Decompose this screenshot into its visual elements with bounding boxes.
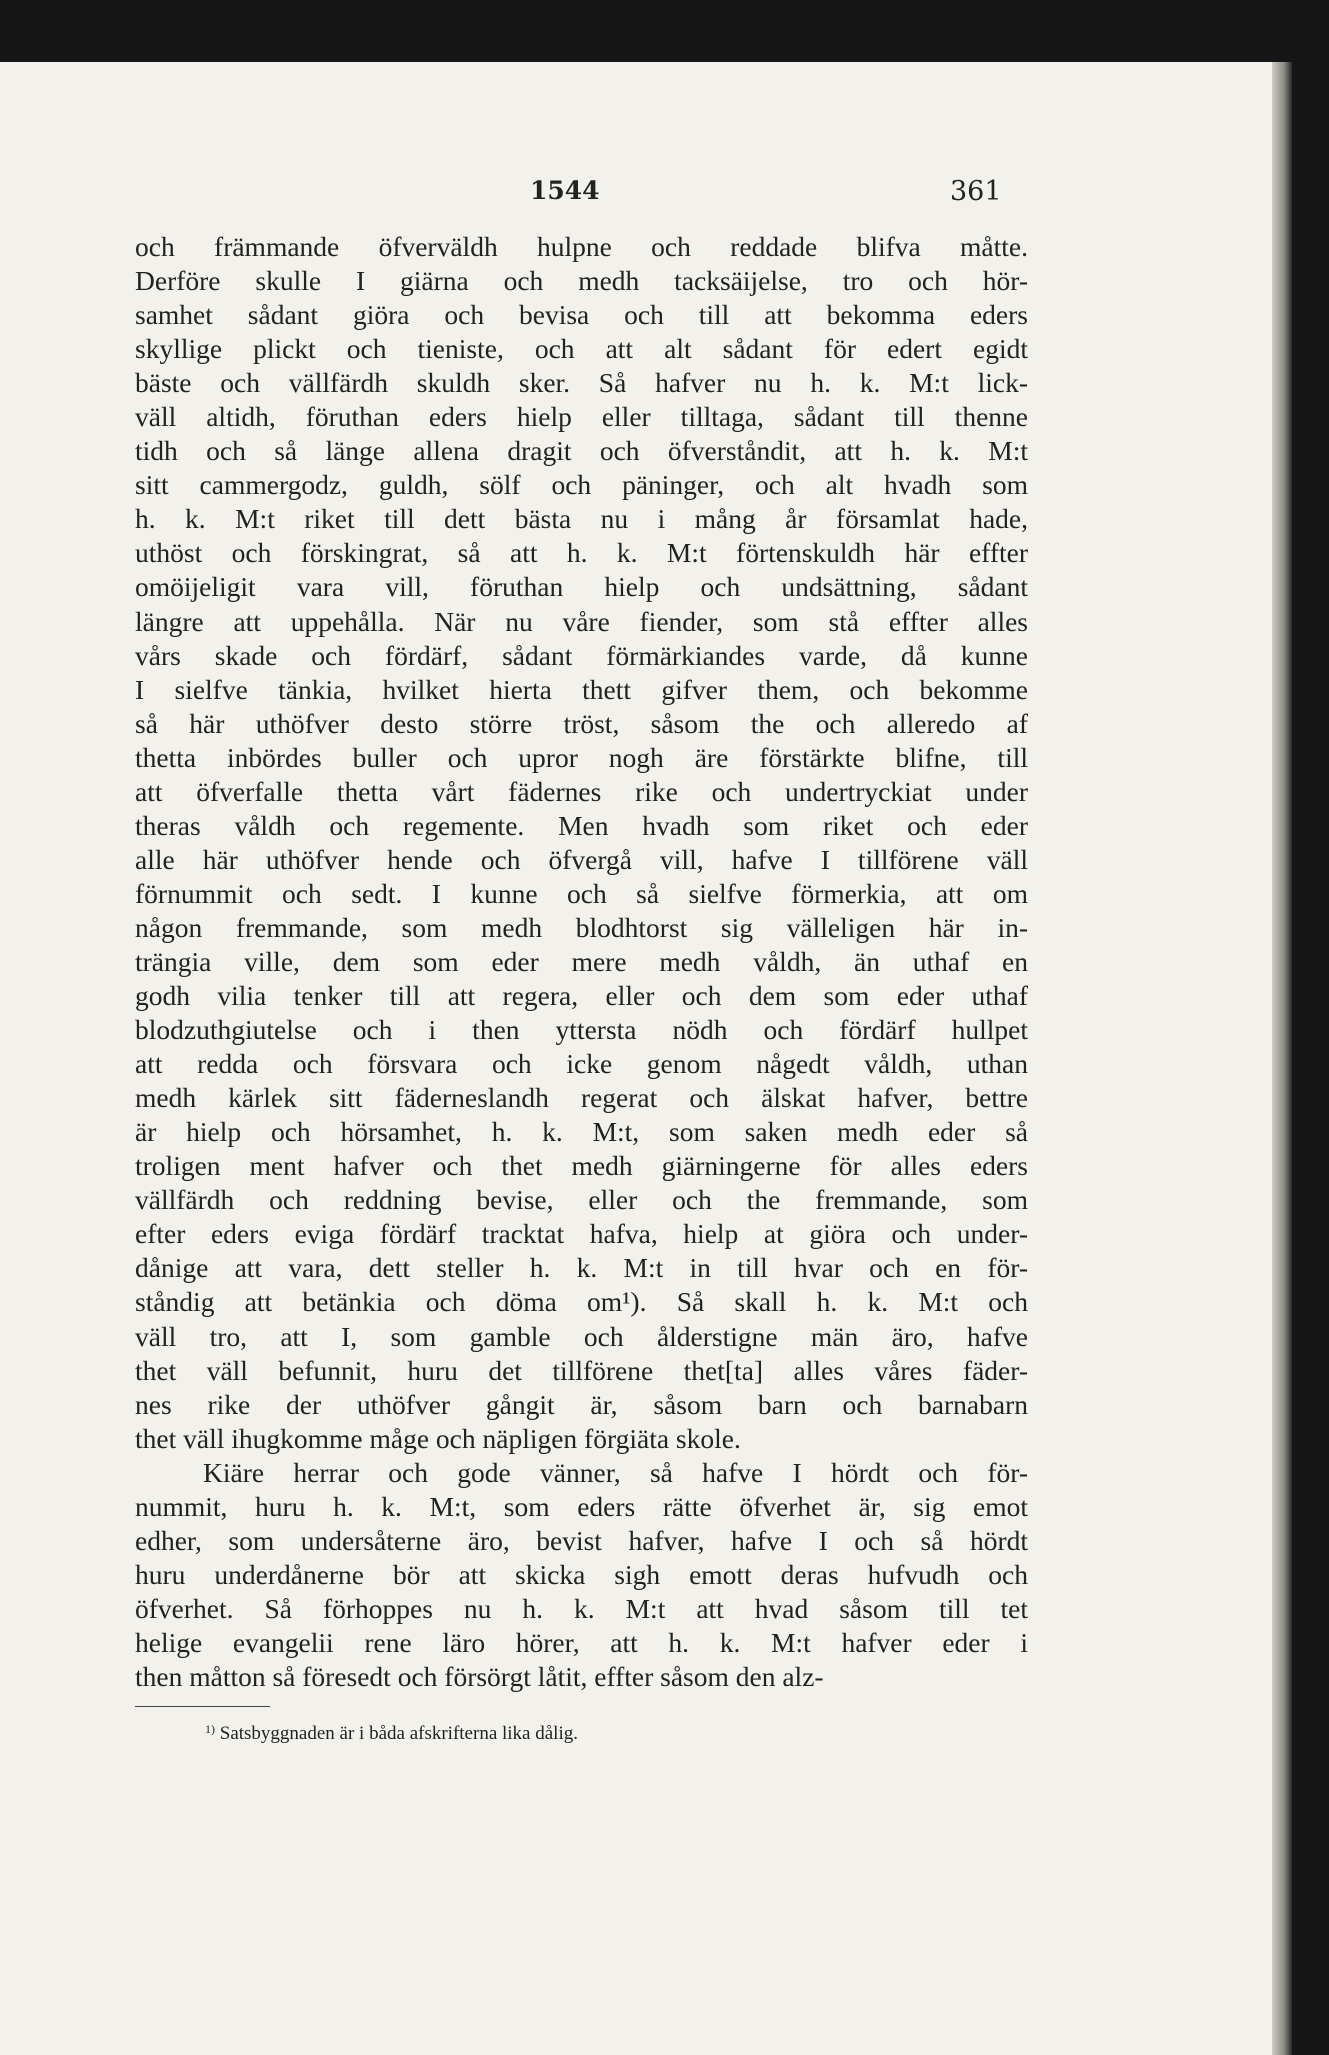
- text-line: omöijeligit vara vill, föruthan hielp och undsättning, sådant: [135, 571, 1028, 603]
- text-line: nes rike der uthöfver gångit är, såsom barn och barnabarn: [135, 1388, 1028, 1420]
- text-line: nummit, huru h. k. M:t, som eders rätte öfverhet är, sig emot: [135, 1490, 1028, 1522]
- text-line: then måtton så föresedt och försörgt låtit, effter såsom den alz-: [135, 1660, 824, 1692]
- footnote-marker: 1): [205, 1722, 215, 1736]
- text-line: och främmande öfverväldh hulpne och reddade blifva måtte.: [135, 231, 1028, 262]
- text-line: uthöst och förskingrat, så att h. k. M:t förtenskuldh här effter: [135, 537, 1028, 569]
- text-line: godh vilia tenker till att regera, eller och dem som eder uthaf: [135, 980, 1028, 1012]
- text-line: thet väll befunnit, huru det tillförene thet[ta] alles våres fäder-: [135, 1354, 1028, 1386]
- text-line: Derföre skulle I giärna och medh tacksäijelse, tro och hör-: [135, 265, 1028, 297]
- text-line: theras våldh och regemente. Men hvadh som riket och eder: [135, 809, 1028, 841]
- text-line: bäste och vällfärdh skuldh sker. Så hafver nu h. k. M:t lick-: [135, 367, 1028, 399]
- page-number: 361: [950, 176, 1002, 207]
- text-line: att öfverfalle thetta vårt fädernes rike och undertryckiat under: [135, 775, 1028, 807]
- footnote-text: Satsbyggnaden är i båda afskrifterna lika dålig.: [219, 1723, 578, 1744]
- text-line: trängia ville, dem som eder mere medh våldh, än uthaf en: [135, 945, 1028, 977]
- text-line: förnummit och sedt. I kunne och så sielfve förmerkia, att om: [135, 877, 1028, 909]
- text-line: skyllige plickt och tieniste, och att alt sådant för edert egidt: [135, 333, 1028, 365]
- text-line: längre att uppehålla. När nu våre fiender, som stå effter alles: [135, 605, 1028, 637]
- text-line: samhet sådant giöra och bevisa och till att bekomma eders: [135, 299, 1028, 331]
- page-edge-shadow: [1272, 62, 1292, 2055]
- text-line: någon fremmande, som medh blodhtorst sig välleligen här in-: [135, 911, 1028, 943]
- text-line: I sielfve tänkia, hvilket hierta thett gifver them, och bekomme: [135, 673, 1028, 705]
- footnote-rule: [135, 1706, 270, 1707]
- text-line: ståndig att betänkia och döma om¹). Så skall h. k. M:t och: [135, 1286, 1028, 1318]
- body-text: [135, 230, 1028, 1694]
- footnote: [205, 1722, 578, 1745]
- text-line: att redda och försvara och icke genom någedt våldh, uthan: [135, 1048, 1028, 1080]
- text-line: efter eders eviga fördärf tracktat hafva, hielp at giöra och under-: [135, 1218, 1028, 1250]
- text-line: öfverhet. Så förhoppes nu h. k. M:t att hvad såsom till tet: [135, 1592, 1028, 1624]
- text-line: huru underdånerne bör att skicka sigh emott deras hufvudh och: [135, 1558, 1028, 1590]
- text-line: sitt cammergodz, guldh, sölf och päninger, och alt hvadh som: [135, 469, 1028, 501]
- text-line: medh kärlek sitt fäderneslandh regerat och älskat hafver, bettre: [135, 1082, 1028, 1114]
- text-line: troligen ment hafver och thet medh giärningerne för alles eders: [135, 1150, 1028, 1182]
- text-line: vårs skade och fördärf, sådant förmärkiandes varde, då kunne: [135, 639, 1028, 671]
- text-line: väll altidh, föruthan eders hielp eller tilltaga, sådant till thenne: [135, 401, 1028, 433]
- text-line: är hielp och hörsamhet, h. k. M:t, som saken medh eder så: [135, 1116, 1028, 1148]
- text-line: thet väll ihugkomme måge och näpligen förgiäta skole.: [135, 1422, 741, 1454]
- text-line: thetta inbördes buller och upror nogh äre förstärkte blifne, till: [135, 741, 1028, 773]
- text-line: väll tro, att I, som gamble och ålderstigne män äro, hafve: [135, 1320, 1028, 1352]
- text-line: edher, som undersåterne äro, bevist hafver, hafve I och så hördt: [135, 1524, 1028, 1556]
- running-head: [0, 176, 1329, 206]
- text-line: Kiäre herrar och gode vänner, så hafve I hördt och för-: [203, 1456, 1028, 1488]
- text-line: helige evangelii rene läro hörer, att h. k. M:t hafver eder i: [135, 1626, 1028, 1658]
- text-line: alle här uthöfver hende och öfvergå vill, hafve I tillförene väll: [135, 843, 1028, 875]
- text-line: vällfärdh och reddning bevise, eller och the fremmande, som: [135, 1184, 1028, 1216]
- running-head-year: 1544: [530, 176, 600, 205]
- text-line: så här uthöfver desto större tröst, såsom the och alleredo af: [135, 707, 1028, 739]
- text-line: dånige att vara, dett steller h. k. M:t in till hvar och en för-: [135, 1252, 1028, 1284]
- text-line: h. k. M:t riket till dett bästa nu i mång år församlat hade,: [135, 503, 1028, 535]
- text-line: blodzuthgiutelse och i then yttersta nödh och fördärf hullpet: [135, 1014, 1028, 1046]
- text-line: tidh och så länge allena dragit och öfverståndit, att h. k. M:t: [135, 435, 1028, 467]
